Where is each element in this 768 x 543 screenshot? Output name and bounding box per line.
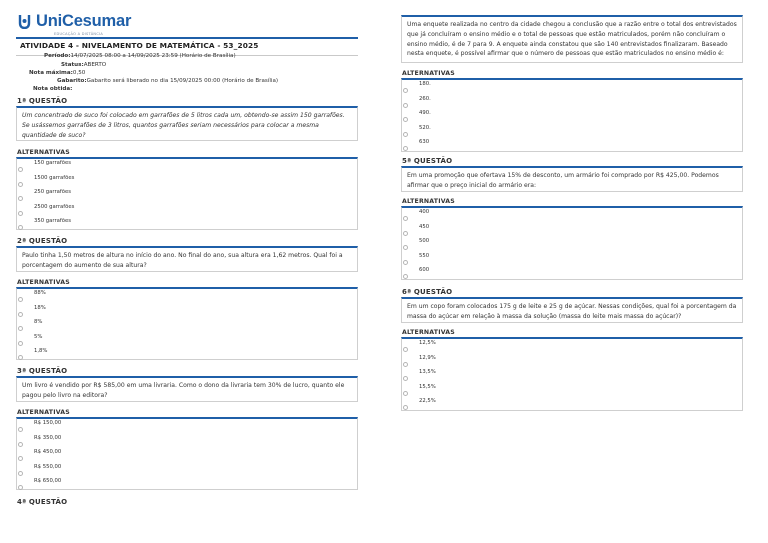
- option-q2-4[interactable]: [17, 334, 357, 348]
- option-label: 22,5%: [419, 398, 436, 404]
- option-q3-3[interactable]: [17, 449, 357, 463]
- unicesumar-logo: [18, 12, 178, 36]
- option-q6-3[interactable]: [402, 369, 742, 383]
- question-5-alternatives-heading: ALTERNATIVAS: [402, 198, 455, 205]
- radio-button-icon[interactable]: [403, 391, 408, 396]
- option-q3-4[interactable]: [17, 464, 357, 478]
- option-label: 13,5%: [419, 369, 436, 375]
- radio-button-icon[interactable]: [18, 355, 23, 360]
- option-label: 150 garrafões: [34, 160, 72, 166]
- option-q1-3[interactable]: [17, 189, 357, 203]
- radio-button-icon[interactable]: [403, 103, 408, 108]
- gabarito-value: Gabarito será liberado no dia 15/09/2025 00:00 (Horário de Brasília): [86, 78, 279, 84]
- question-1-alternatives-heading: ALTERNATIVAS: [17, 149, 70, 156]
- option-label: 450: [419, 223, 430, 230]
- option-q1-5[interactable]: [17, 218, 357, 232]
- option-label: R$ 650,00: [34, 478, 62, 484]
- option-label: 88%: [34, 290, 46, 296]
- option-q6-5[interactable]: [402, 398, 742, 412]
- radio-button-icon[interactable]: [18, 196, 23, 201]
- radio-button-icon[interactable]: [403, 405, 408, 410]
- radio-button-icon[interactable]: [403, 117, 408, 122]
- question-6-heading: 6ª QUESTÃO: [402, 288, 453, 296]
- option-q5-4[interactable]: [402, 253, 742, 267]
- radio-button-icon[interactable]: [403, 260, 408, 265]
- period-label: Período:: [44, 53, 71, 59]
- question-1-heading: 1ª QUESTÃO: [17, 97, 68, 105]
- obtained-grade-row: [33, 86, 72, 92]
- status-row: [61, 62, 106, 68]
- question-6-stem: Em um copo foram colocados 175 g de leite e 25 g de açúcar. Nessas condições, qual foi a porcentagem da massa do açúcar em relação à massa da solução (massa do leite mais massa do açúcar)?: [401, 297, 743, 323]
- radio-button-icon[interactable]: [403, 376, 408, 381]
- option-label: 630: [419, 139, 430, 145]
- question-6-alternatives: [401, 337, 743, 411]
- gabarito-label: Gabarito:: [57, 78, 87, 84]
- question-5-alternatives: [401, 206, 743, 280]
- max-grade-value: 0,50: [72, 70, 86, 76]
- radio-button-icon[interactable]: [403, 347, 408, 352]
- question-1-alternatives: [16, 157, 358, 230]
- option-label: 1500 garrafões: [34, 174, 75, 181]
- radio-button-icon[interactable]: [18, 341, 23, 346]
- question-3-alternatives: [16, 417, 358, 490]
- question-5-stem: Em uma promoção que ofertava 15% de desconto, um armário foi comprado por R$ 425,00. Podemos afirmar que o preço inicial do armário era:: [401, 166, 743, 192]
- radio-button-icon[interactable]: [18, 485, 23, 490]
- radio-button-icon[interactable]: [18, 182, 23, 187]
- radio-button-icon[interactable]: [18, 312, 23, 317]
- option-q1-1[interactable]: [17, 160, 357, 174]
- option-q5-2[interactable]: [402, 224, 742, 238]
- option-q5-5[interactable]: [402, 267, 742, 281]
- option-label: 180.: [419, 81, 431, 87]
- option-label: 5%: [34, 333, 43, 340]
- radio-button-icon[interactable]: [403, 132, 408, 137]
- option-q2-2[interactable]: [17, 305, 357, 319]
- brand-tagline: EDUCAÇÃO A DISTÂNCIA: [54, 32, 104, 36]
- question-1-stem: Um concentrado de suco foi colocado em garrafões de 5 litros cada um, obtendo-se assim 150 garrafões. Se usássemos garrafões de 3 litros, quantos garrafões seriam necessários para colocar a mesma quantidade de suco?: [16, 106, 358, 141]
- brand-name: UniCesumar: [36, 12, 132, 30]
- question-2-alternatives-heading: ALTERNATIVAS: [17, 279, 70, 286]
- option-q4-2[interactable]: [402, 96, 742, 110]
- option-q2-1[interactable]: [17, 290, 357, 304]
- period-value: 14/07/2025 08:00 a 14/09/2025 23:59 (Horário de Brasília): [70, 53, 236, 59]
- radio-button-icon[interactable]: [18, 471, 23, 476]
- option-label: 8%: [34, 319, 43, 325]
- radio-button-icon[interactable]: [403, 362, 408, 367]
- option-label: 12,9%: [419, 354, 436, 361]
- option-q6-2[interactable]: [402, 355, 742, 369]
- option-label: 490.: [419, 110, 431, 116]
- question-6-alternatives-heading: ALTERNATIVAS: [402, 329, 455, 336]
- option-q3-1[interactable]: [17, 420, 357, 434]
- option-q4-5[interactable]: [402, 139, 742, 153]
- option-label: 520.: [419, 124, 431, 131]
- activity-title: ATIVIDADE 4 - NIVELAMENTO DE MATEMÁTICA - 53_2025: [20, 41, 259, 50]
- question-4-alternatives-heading: ALTERNATIVAS: [402, 70, 455, 77]
- option-q4-3[interactable]: [402, 110, 742, 124]
- question-3-heading: 3ª QUESTÃO: [17, 367, 68, 375]
- radio-button-icon[interactable]: [18, 442, 23, 447]
- option-q4-1[interactable]: [402, 81, 742, 95]
- question-3-alternatives-heading: ALTERNATIVAS: [17, 409, 70, 416]
- option-q5-3[interactable]: [402, 238, 742, 252]
- option-label: 18%: [34, 304, 46, 311]
- radio-button-icon[interactable]: [403, 245, 408, 250]
- obtained-grade-label: Nota obtida:: [33, 86, 73, 92]
- question-4-alternatives: [401, 78, 743, 152]
- option-q3-5[interactable]: [17, 478, 357, 492]
- option-label: 12,5%: [419, 340, 436, 346]
- question-5-heading: 5ª QUESTÃO: [402, 157, 453, 165]
- option-q1-4[interactable]: [17, 204, 357, 218]
- option-label: 15,5%: [419, 383, 436, 390]
- question-4-stem: Uma enquete realizada no centro da cidade chegou a conclusão que a razão entre o total dos entrevistados que já concluíram o ensino médio e o total de pessoas que estão matriculados, porém não concluíram o ensino médio, é de 7 para 9. A enquete ainda constatou que são 140 entrevistados finalizaram. Baseado nesta enquete, é possível afirmar que o número de pessoas que estão matriculados no ensino médio é:: [401, 15, 743, 63]
- option-q4-4[interactable]: [402, 125, 742, 139]
- radio-button-icon[interactable]: [403, 216, 408, 221]
- question-2-alternatives: [16, 287, 358, 360]
- radio-button-icon[interactable]: [18, 427, 23, 432]
- question-2-stem: Paulo tinha 1,50 metros de altura no início do ano. No final do ano, sua altura era 1,62 metros. Qual foi a porcentagem do aumento de sua altura?: [16, 246, 358, 272]
- radio-button-icon[interactable]: [403, 88, 408, 93]
- option-label: R$ 450,00: [34, 449, 62, 455]
- status-label: Status:: [61, 62, 84, 68]
- option-label: 1,8%: [34, 348, 48, 354]
- radio-button-icon[interactable]: [18, 297, 23, 302]
- option-label: 350 garrafões: [34, 218, 72, 224]
- option-q5-1[interactable]: [402, 209, 742, 223]
- radio-button-icon[interactable]: [18, 225, 23, 230]
- max-grade-row: [29, 70, 85, 76]
- question-4-heading: 4ª QUESTÃO: [17, 498, 68, 506]
- status-value: ABERTO: [83, 62, 107, 68]
- question-3-stem: Um livro é vendido por R$ 585,00 em uma livraria. Como o dono da livraria tem 30% de lucro, quanto ele pagou pelo livro na editora?: [16, 376, 358, 402]
- radio-button-icon[interactable]: [18, 167, 23, 172]
- option-label: 550: [419, 252, 430, 259]
- option-label: 250 garrafões: [34, 189, 72, 195]
- option-label: R$ 550,00: [34, 463, 62, 470]
- option-q1-2[interactable]: [17, 175, 357, 189]
- option-label: 260.: [419, 95, 431, 102]
- option-q2-3[interactable]: [17, 319, 357, 333]
- option-label: 400: [419, 209, 430, 215]
- option-label: 2500 garrafões: [34, 203, 75, 210]
- option-q2-5[interactable]: [17, 348, 357, 362]
- radio-button-icon[interactable]: [18, 211, 23, 216]
- option-label: 600: [419, 267, 430, 273]
- period-row: [44, 53, 236, 59]
- radio-button-icon[interactable]: [403, 231, 408, 236]
- max-grade-label: Nota máxima:: [29, 70, 73, 76]
- option-label: 500: [419, 238, 430, 244]
- option-label: R$ 150,00: [34, 420, 62, 426]
- logo-mark-icon: [18, 14, 31, 29]
- option-q6-4[interactable]: [402, 384, 742, 398]
- radio-button-icon[interactable]: [18, 326, 23, 331]
- gabarito-row: [57, 78, 278, 84]
- radio-button-icon[interactable]: [403, 146, 408, 151]
- radio-button-icon[interactable]: [18, 456, 23, 461]
- option-q6-1[interactable]: [402, 340, 742, 354]
- option-label: R$ 350,00: [34, 434, 62, 441]
- question-2-heading: 2ª QUESTÃO: [17, 237, 68, 245]
- radio-button-icon[interactable]: [403, 274, 408, 279]
- option-q3-2[interactable]: [17, 435, 357, 449]
